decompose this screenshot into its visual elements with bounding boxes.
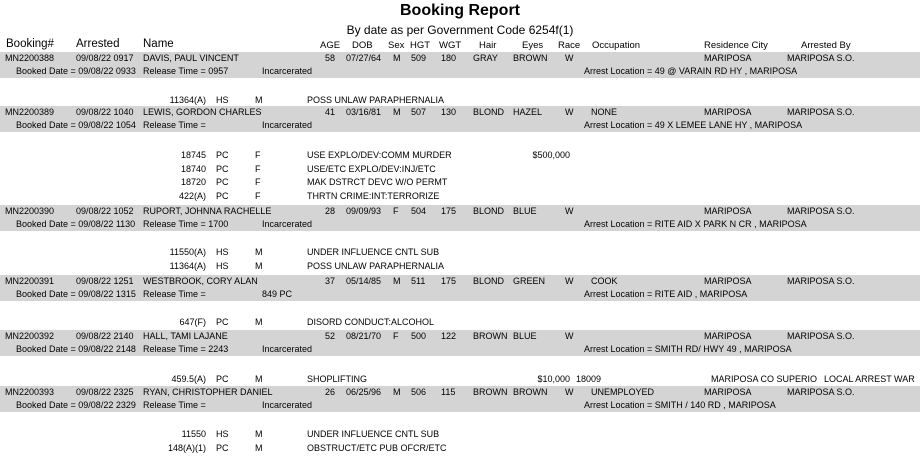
charge-code: 18740 (180, 163, 206, 174)
booked-date: Booked Date = 09/08/22 2148 (16, 344, 136, 354)
occupation: UNEMPLOYED (591, 387, 655, 397)
booked-date: Booked Date = 09/08/22 1054 (16, 120, 136, 130)
col-arrested: Arrested (76, 38, 120, 50)
person-name: RYAN, CHRISTOPHER DANIEL (143, 387, 273, 397)
height: 504 (411, 206, 427, 216)
col-eyes: Eyes (522, 40, 544, 51)
col-arrested-by: Arrested By (801, 40, 851, 51)
residence-city: MARIPOSA (704, 387, 752, 397)
weight: 122 (441, 331, 457, 341)
booking-number: MN2200393 (5, 387, 55, 397)
court-name: MARIPOSA CO SUPERIO (711, 374, 818, 384)
charge-agency: HS (216, 429, 229, 439)
race: W (565, 206, 574, 216)
height: 506 (411, 387, 427, 397)
charge-code: 459.5(A) (171, 374, 206, 384)
charge-agency: PC (216, 442, 229, 453)
charge-agency: PC (216, 150, 229, 160)
weight: 130 (441, 107, 457, 117)
dob: 05/14/85 (346, 276, 382, 286)
age: 37 (325, 276, 336, 286)
height: 511 (411, 276, 426, 286)
booked-date: Booked Date = 09/08/22 0933 (16, 66, 136, 76)
charge-level: M (255, 429, 263, 439)
charge-code: 148(A)(1) (167, 442, 206, 453)
charge-code: 11550 (181, 429, 206, 439)
charge-description: OBSTRUCT/ETC PUB OFCR/ETC (307, 442, 447, 453)
sex: M (393, 387, 401, 397)
col-residence: Residence City (704, 40, 768, 51)
weight: 175 (441, 206, 457, 216)
residence-city: MARIPOSA (704, 276, 752, 286)
custody-status: Incarcerated (262, 66, 313, 76)
charge-level: F (255, 150, 261, 160)
eyes: HAZEL (513, 107, 543, 117)
col-booking: Booking# (6, 38, 54, 50)
charge-description: SHOPLIFTING (307, 374, 368, 384)
arrest-location: Arrest Location = 49 X LEMEE LANE HY , MARIPOSA (584, 120, 803, 130)
charge-level: M (255, 442, 263, 453)
arrest-location: Arrest Location = RITE AID , MARIPOSA (584, 289, 748, 299)
charge-description: POSS UNLAW PARAPHERNALIA (307, 95, 445, 105)
charge-description: POSS UNLAW PARAPHERNALIA (307, 260, 445, 271)
dob: 03/16/81 (346, 107, 382, 117)
race: W (565, 276, 574, 286)
booking-number: MN2200391 (5, 276, 55, 286)
col-sex: Sex (388, 40, 405, 51)
eyes: BLUE (513, 206, 537, 216)
booking-number: MN2200392 (5, 331, 55, 341)
booking-number: MN2200389 (5, 107, 55, 117)
hair: BROWN (473, 387, 508, 397)
charge-description: DISORD CONDUCT:ALCOHOL (307, 317, 435, 327)
charge-description: MAK DSTRCT DEVC W/O PERMT (307, 177, 448, 187)
release-time: Release Time = 2243 (143, 344, 229, 354)
age: 41 (325, 107, 336, 117)
release-time: Release Time = (143, 400, 206, 410)
dob: 08/21/70 (346, 331, 382, 341)
dob: 09/09/93 (346, 206, 382, 216)
arrested-by: MARIPOSA S.O. (787, 276, 855, 286)
report-title: Booking Report (400, 2, 520, 19)
record-band (0, 275, 920, 301)
charge-agency: PC (216, 374, 229, 384)
custody-status: Incarcerated (262, 219, 313, 229)
hair: BLOND (473, 276, 505, 286)
col-occupation: Occupation (592, 40, 641, 51)
col-name: Name (143, 38, 174, 50)
arrest-location: Arrest Location = SMITH / 140 RD , MARIPOSA (584, 400, 776, 410)
sex: M (393, 53, 401, 63)
race: W (565, 331, 574, 341)
height: 500 (411, 331, 427, 341)
custody-status: Incarcerated (262, 344, 313, 354)
eyes: BLUE (513, 331, 537, 341)
charge-code: 11550(A) (169, 247, 206, 257)
age: 28 (325, 206, 336, 216)
custody-status: Incarcerated (262, 400, 313, 410)
age: 58 (325, 53, 336, 63)
person-name: WESTBROOK, CORY ALAN (143, 276, 258, 286)
charge-description: UNDER INFLUENCE CNTL SUB (307, 247, 440, 257)
charge-code: 18745 (180, 150, 206, 160)
eyes: GREEN (513, 276, 546, 286)
record-band (0, 386, 920, 412)
col-age: AGE (320, 40, 341, 51)
arrested-datetime: 09/08/22 0917 (76, 53, 134, 63)
col-hair: Hair (479, 40, 497, 51)
arrested-datetime: 09/08/22 1040 (76, 107, 134, 117)
charge-code: 422(A) (178, 190, 206, 201)
arrested-by: MARIPOSA S.O. (787, 387, 855, 397)
charge-description: USE/ETC EXPLO/DEV:INJ/ETC (307, 163, 436, 174)
custody-status: Incarcerated (262, 120, 313, 130)
charge-level: F (255, 177, 261, 187)
charge-code: 11364(A) (169, 95, 206, 105)
arrested-by: MARIPOSA S.O. (787, 331, 855, 341)
arrested-by: MARIPOSA S.O. (787, 107, 855, 117)
dob: 06/25/96 (346, 387, 382, 397)
weight: 115 (441, 387, 456, 397)
charge-code: 647(F) (179, 317, 206, 327)
charge-agency: HS (216, 95, 229, 105)
hair: BLOND (473, 107, 505, 117)
charge-agency: PC (216, 190, 229, 201)
col-dob: DOB (352, 40, 373, 51)
height: 507 (411, 107, 427, 117)
case-number: 18009 (576, 374, 602, 384)
booking-number: MN2200390 (5, 206, 55, 216)
race: W (565, 53, 574, 63)
booked-date: Booked Date = 09/08/22 1315 (16, 289, 136, 299)
bail-amount: $10,000 (537, 374, 570, 384)
col-wgt: WGT (439, 40, 462, 51)
person-name: RUPORT, JOHNNA RACHELLE (143, 206, 272, 216)
hair: GRAY (473, 53, 498, 63)
eyes: BROWN (513, 387, 548, 397)
arrested-by: MARIPOSA S.O. (787, 53, 855, 63)
release-time: Release Time = (143, 120, 206, 130)
arrested-datetime: 09/08/22 2325 (76, 387, 134, 397)
release-time: Release Time = (143, 289, 206, 299)
charge-agency: HS (216, 247, 229, 257)
charge-agency: PC (216, 317, 229, 327)
arrested-datetime: 09/08/22 1052 (76, 206, 134, 216)
age: 52 (325, 331, 336, 341)
charge-agency: PC (216, 177, 229, 187)
arrest-location: Arrest Location = SMITH RD/ HWY 49 , MARIPOSA (584, 344, 792, 354)
custody-status: 849 PC (262, 289, 293, 299)
charge-level: M (255, 317, 263, 327)
arrested-datetime: 09/08/22 2140 (76, 331, 134, 341)
person-name: HALL, TAMI LAJANE (143, 331, 228, 341)
height: 509 (411, 53, 427, 63)
occupation: NONE (591, 107, 618, 117)
hair: BROWN (473, 331, 508, 341)
residence-city: MARIPOSA (704, 206, 752, 216)
charge-agency: HS (216, 260, 229, 271)
person-name: LEWIS, GORDON CHARLES (143, 107, 262, 117)
race: W (565, 107, 574, 117)
charge-description: UNDER INFLUENCE CNTL SUB (307, 429, 440, 439)
dob: 07/27/64 (346, 53, 382, 63)
sex: M (393, 276, 401, 286)
booked-date: Booked Date = 09/08/22 2329 (16, 400, 136, 410)
sex: M (393, 107, 401, 117)
charge-level: M (255, 247, 263, 257)
booked-date: Booked Date = 09/08/22 1130 (16, 219, 136, 229)
charge-level: M (255, 260, 263, 271)
residence-city: MARIPOSA (704, 331, 752, 341)
release-time: Release Time = 0957 (143, 66, 229, 76)
bail-amount: $500,000 (532, 150, 570, 160)
person-name: DAVIS, PAUL VINCENT (143, 53, 239, 63)
charge-agency: PC (216, 163, 229, 174)
col-race: Race (558, 40, 581, 51)
weight: 175 (441, 276, 457, 286)
charge-level: F (255, 163, 261, 174)
arrested-by: MARIPOSA S.O. (787, 206, 855, 216)
charge-code: 11364(A) (169, 260, 206, 271)
booking-number: MN2200388 (5, 53, 55, 63)
charge-description: USE EXPLO/DEV:COMM MURDER (307, 150, 452, 160)
arrest-location: Arrest Location = 49 @ VARAIN RD HY , MARIPOSA (584, 66, 798, 76)
eyes: BROWN (513, 53, 548, 63)
residence-city: MARIPOSA (704, 107, 752, 117)
sex: F (393, 206, 399, 216)
warrant-type: LOCAL ARREST WAR (824, 374, 915, 384)
charge-level: M (255, 374, 263, 384)
charge-level: M (255, 95, 263, 105)
age: 26 (325, 387, 336, 397)
report-subtitle: By date as per Government Code 6254f(1) (346, 23, 574, 37)
hair: BLOND (473, 206, 505, 216)
charge-description: THRTN CRIME:INT:TERRORIZE (307, 190, 440, 201)
sex: F (393, 331, 399, 341)
weight: 180 (441, 53, 457, 63)
occupation: COOK (591, 276, 618, 286)
arrest-location: Arrest Location = RITE AID X PARK N CR , MARIPOSA (584, 219, 807, 229)
arrested-datetime: 09/08/22 1251 (76, 276, 134, 286)
release-time: Release Time = 1700 (143, 219, 229, 229)
race: W (565, 387, 574, 397)
col-hgt: HGT (410, 40, 431, 51)
residence-city: MARIPOSA (704, 53, 752, 63)
charge-code: 18720 (180, 177, 206, 187)
charge-level: F (255, 190, 261, 201)
